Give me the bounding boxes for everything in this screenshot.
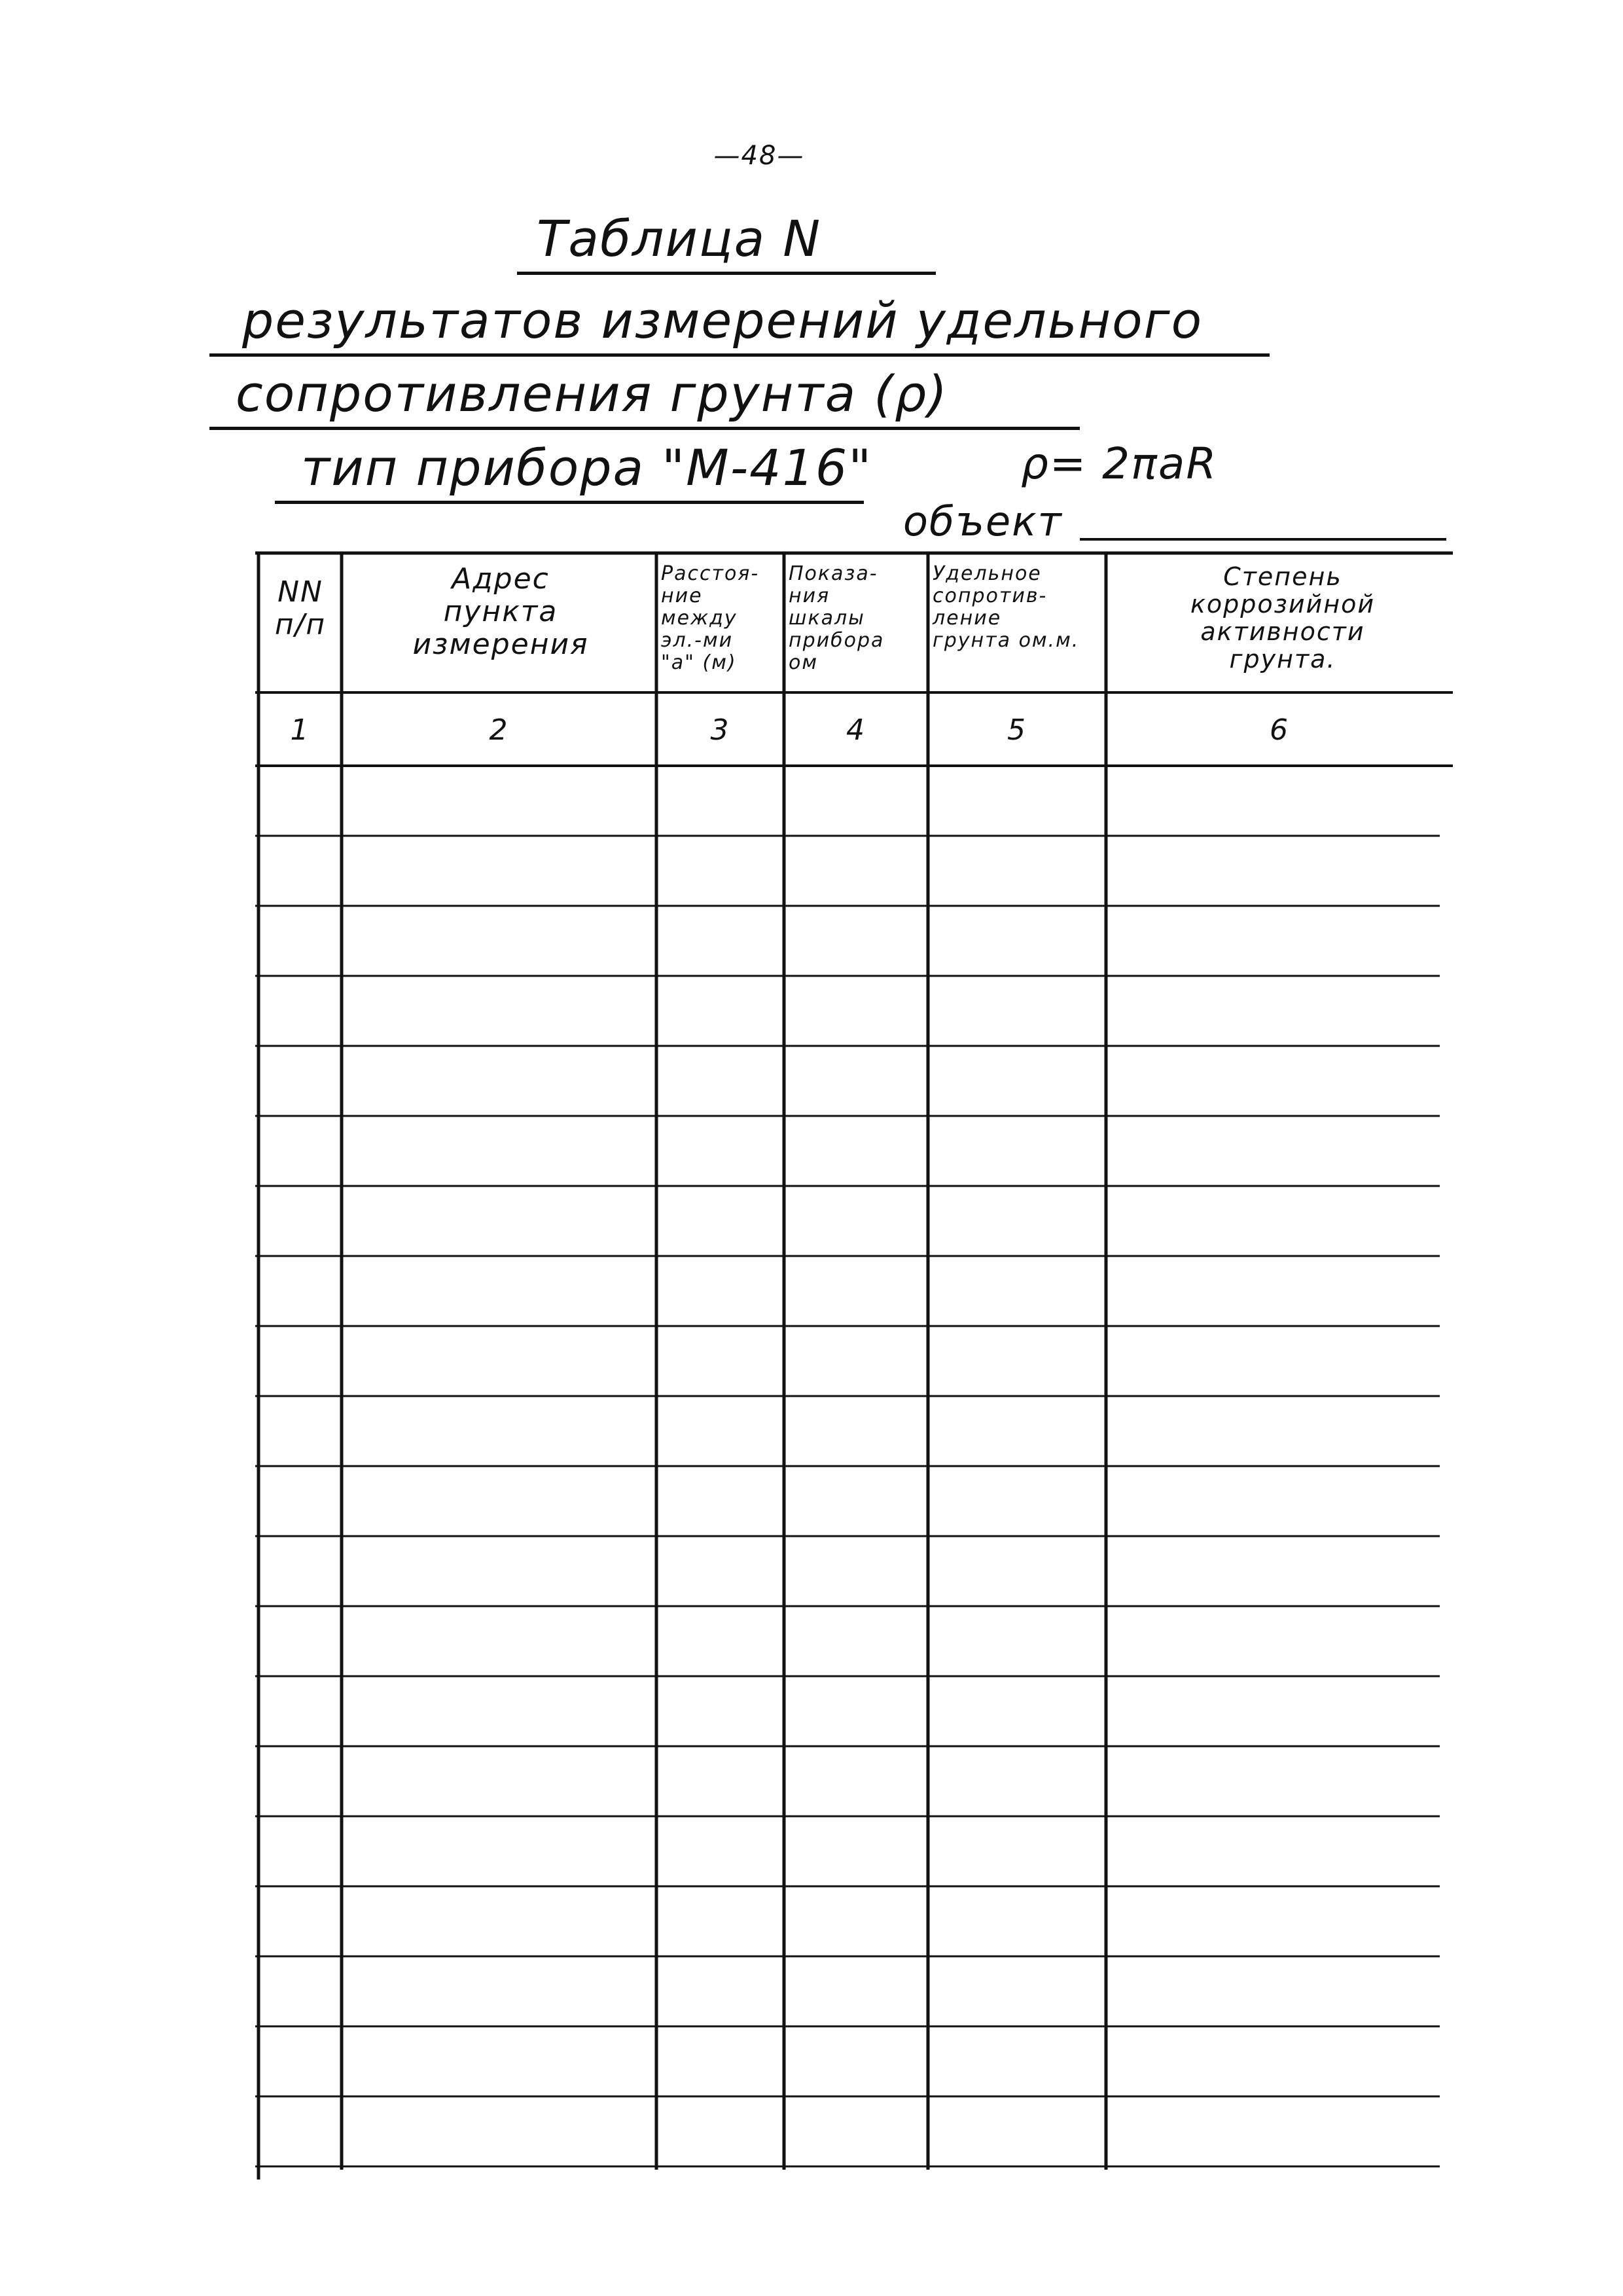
table-cell[interactable] (656, 1326, 784, 1396)
table-cell[interactable] (656, 1956, 784, 2026)
table-cell[interactable] (259, 1256, 342, 1326)
formula: ρ= 2πaR (1021, 439, 1218, 489)
table-cell[interactable] (259, 1746, 342, 1816)
table-cell[interactable] (342, 1676, 656, 1746)
table-cell[interactable] (656, 1606, 784, 1676)
table-cell[interactable] (342, 1046, 656, 1116)
table-cell[interactable] (784, 1116, 928, 1186)
table-cell[interactable] (656, 836, 784, 906)
table-cell[interactable] (784, 1186, 928, 1256)
table-cell[interactable] (259, 1466, 342, 1536)
table-cell[interactable] (928, 1466, 1106, 1536)
column-number-4: 4 (846, 713, 866, 747)
table-cell[interactable] (784, 1466, 928, 1536)
table-cell[interactable] (656, 1186, 784, 1256)
table-cell[interactable] (259, 976, 342, 1046)
header-col-3: Расстоя- ние между эл.-ми "a" (м) (661, 562, 760, 674)
table-cell[interactable] (342, 1116, 656, 1186)
table-cell[interactable] (784, 2026, 928, 2096)
table-cell[interactable] (342, 1746, 656, 1816)
table-cell[interactable] (656, 2096, 784, 2166)
table-cell[interactable] (928, 2026, 1106, 2096)
table-cell[interactable] (1106, 1956, 1440, 2026)
table-cell[interactable] (342, 976, 656, 1046)
table-cell[interactable] (259, 1396, 342, 1466)
table-cell[interactable] (656, 1676, 784, 1746)
table-cell[interactable] (342, 1256, 656, 1326)
table-cell[interactable] (1106, 1746, 1440, 1816)
table-cell[interactable] (784, 836, 928, 906)
table-cell[interactable] (342, 1606, 656, 1676)
table-cell[interactable] (656, 1536, 784, 1606)
header-col-4: Показа- ния шкалы прибора ом (789, 562, 885, 674)
instrument-type-text: тип прибора "М-416" (301, 439, 873, 497)
table-cell[interactable] (342, 1326, 656, 1396)
table-cell[interactable] (784, 906, 928, 976)
table-cell[interactable] (259, 2096, 342, 2166)
column-number-1: 1 (290, 713, 310, 747)
table-cell[interactable] (342, 1536, 656, 1606)
table-cell[interactable] (928, 1816, 1106, 1886)
table-cell[interactable] (1106, 1326, 1440, 1396)
table-cell[interactable] (656, 1746, 784, 1816)
table-cell[interactable] (784, 1816, 928, 1886)
table-title-text: Таблица N (537, 209, 822, 268)
table-cell[interactable] (259, 766, 342, 836)
table-cell[interactable] (259, 906, 342, 976)
table-cell[interactable] (342, 1886, 656, 1956)
table-cell[interactable] (259, 1816, 342, 1886)
table-cell[interactable] (928, 1046, 1106, 1116)
table-cell[interactable] (784, 1676, 928, 1746)
table-cell[interactable] (1106, 1046, 1440, 1116)
table-cell[interactable] (656, 976, 784, 1046)
table-cell[interactable] (784, 976, 928, 1046)
header-col-1: NN п/п (274, 575, 327, 641)
table-cell[interactable] (259, 1046, 342, 1116)
table-cell[interactable] (656, 906, 784, 976)
table-cell[interactable] (656, 766, 784, 836)
table-cell[interactable] (342, 2026, 656, 2096)
table-cell[interactable] (342, 1186, 656, 1256)
table-cell[interactable] (342, 1816, 656, 1886)
table-cell[interactable] (928, 1676, 1106, 1746)
table-cell[interactable] (928, 1256, 1106, 1326)
table-cell[interactable] (928, 836, 1106, 906)
table-cell[interactable] (928, 1606, 1106, 1676)
table-cell[interactable] (342, 766, 656, 836)
table-cell[interactable] (656, 1116, 784, 1186)
table-cell[interactable] (656, 1816, 784, 1886)
table-cell[interactable] (928, 1396, 1106, 1466)
table-cell[interactable] (784, 1956, 928, 2026)
table-cell[interactable] (1106, 1606, 1440, 1676)
table-cell[interactable] (1106, 1886, 1440, 1956)
table-cell[interactable] (784, 1606, 928, 1676)
table-cell[interactable] (1106, 1466, 1440, 1536)
table-cell[interactable] (1106, 1816, 1440, 1886)
table-cell[interactable] (784, 1046, 928, 1116)
table-cell[interactable] (928, 1746, 1106, 1816)
table-cell[interactable] (656, 1396, 784, 1466)
table-cell[interactable] (1106, 836, 1440, 906)
table-cell[interactable] (784, 1536, 928, 1606)
table-cell[interactable] (342, 836, 656, 906)
table-cell[interactable] (259, 1886, 342, 1956)
table-cell[interactable] (656, 1046, 784, 1116)
table-cell[interactable] (928, 766, 1106, 836)
column-number-6: 6 (1270, 713, 1289, 747)
table-cell[interactable] (342, 1956, 656, 2026)
table-cell[interactable] (784, 1746, 928, 1816)
table-cell[interactable] (1106, 1186, 1440, 1256)
table-cell[interactable] (928, 1956, 1106, 2026)
table-cell[interactable] (928, 2096, 1106, 2166)
table-cell[interactable] (928, 906, 1106, 976)
table-cell[interactable] (1106, 1116, 1440, 1186)
page-number: —48— (713, 141, 805, 171)
table-cell[interactable] (928, 976, 1106, 1046)
table-cell[interactable] (784, 766, 928, 836)
table-cell[interactable] (342, 1396, 656, 1466)
table-cell[interactable] (259, 1536, 342, 1606)
table-cell[interactable] (259, 1956, 342, 2026)
table-cell[interactable] (1106, 1676, 1440, 1746)
table-cell[interactable] (928, 1886, 1106, 1956)
table-cell[interactable] (928, 1536, 1106, 1606)
table-cell[interactable] (342, 906, 656, 976)
table-cell[interactable] (259, 1186, 342, 1256)
table-cell[interactable] (656, 1256, 784, 1326)
column-number-2: 2 (489, 713, 509, 747)
table-cell[interactable] (1106, 2096, 1440, 2166)
table-cell[interactable] (928, 1326, 1106, 1396)
table-cell[interactable] (259, 1606, 342, 1676)
table-cell[interactable] (1106, 976, 1440, 1046)
table-cell[interactable] (259, 2026, 342, 2096)
object-label: объект (903, 497, 1063, 545)
table-cell[interactable] (259, 836, 342, 906)
table-cell[interactable] (1106, 1536, 1440, 1606)
table-cell[interactable] (656, 2026, 784, 2096)
table-cell[interactable] (784, 2096, 928, 2166)
table-cell[interactable] (784, 1256, 928, 1326)
column-number-5: 5 (1007, 713, 1027, 747)
table-cell[interactable] (1106, 2026, 1440, 2096)
table-cell[interactable] (1106, 1396, 1440, 1466)
header-col-5: Удельное сопротив- ление грунта ом.м. (933, 562, 1080, 652)
table-cell[interactable] (342, 2096, 656, 2166)
table-cell[interactable] (784, 1326, 928, 1396)
table-cell[interactable] (259, 1326, 342, 1396)
title-line-2-text: результатов измерений удельного (242, 291, 1204, 350)
table-cell[interactable] (784, 1396, 928, 1466)
table-cell[interactable] (259, 1116, 342, 1186)
header-col-6: Степень коррозийной активности грунта. (1190, 562, 1376, 673)
table-cell[interactable] (1106, 906, 1440, 976)
table-cell[interactable] (342, 1466, 656, 1536)
table-cell[interactable] (656, 1466, 784, 1536)
table-cell[interactable] (1106, 1256, 1440, 1326)
table-cell[interactable] (928, 1186, 1106, 1256)
header-col-2: Адрес пункта измерения (412, 562, 589, 661)
table-cell[interactable] (656, 1886, 784, 1956)
table-cell[interactable] (928, 1116, 1106, 1186)
table-cell[interactable] (1106, 766, 1440, 836)
column-number-3: 3 (710, 713, 730, 747)
table-cell[interactable] (259, 1676, 342, 1746)
title-line-3-text: сопротивления грунта (ρ) (236, 365, 948, 423)
table-cell[interactable] (784, 1886, 928, 1956)
